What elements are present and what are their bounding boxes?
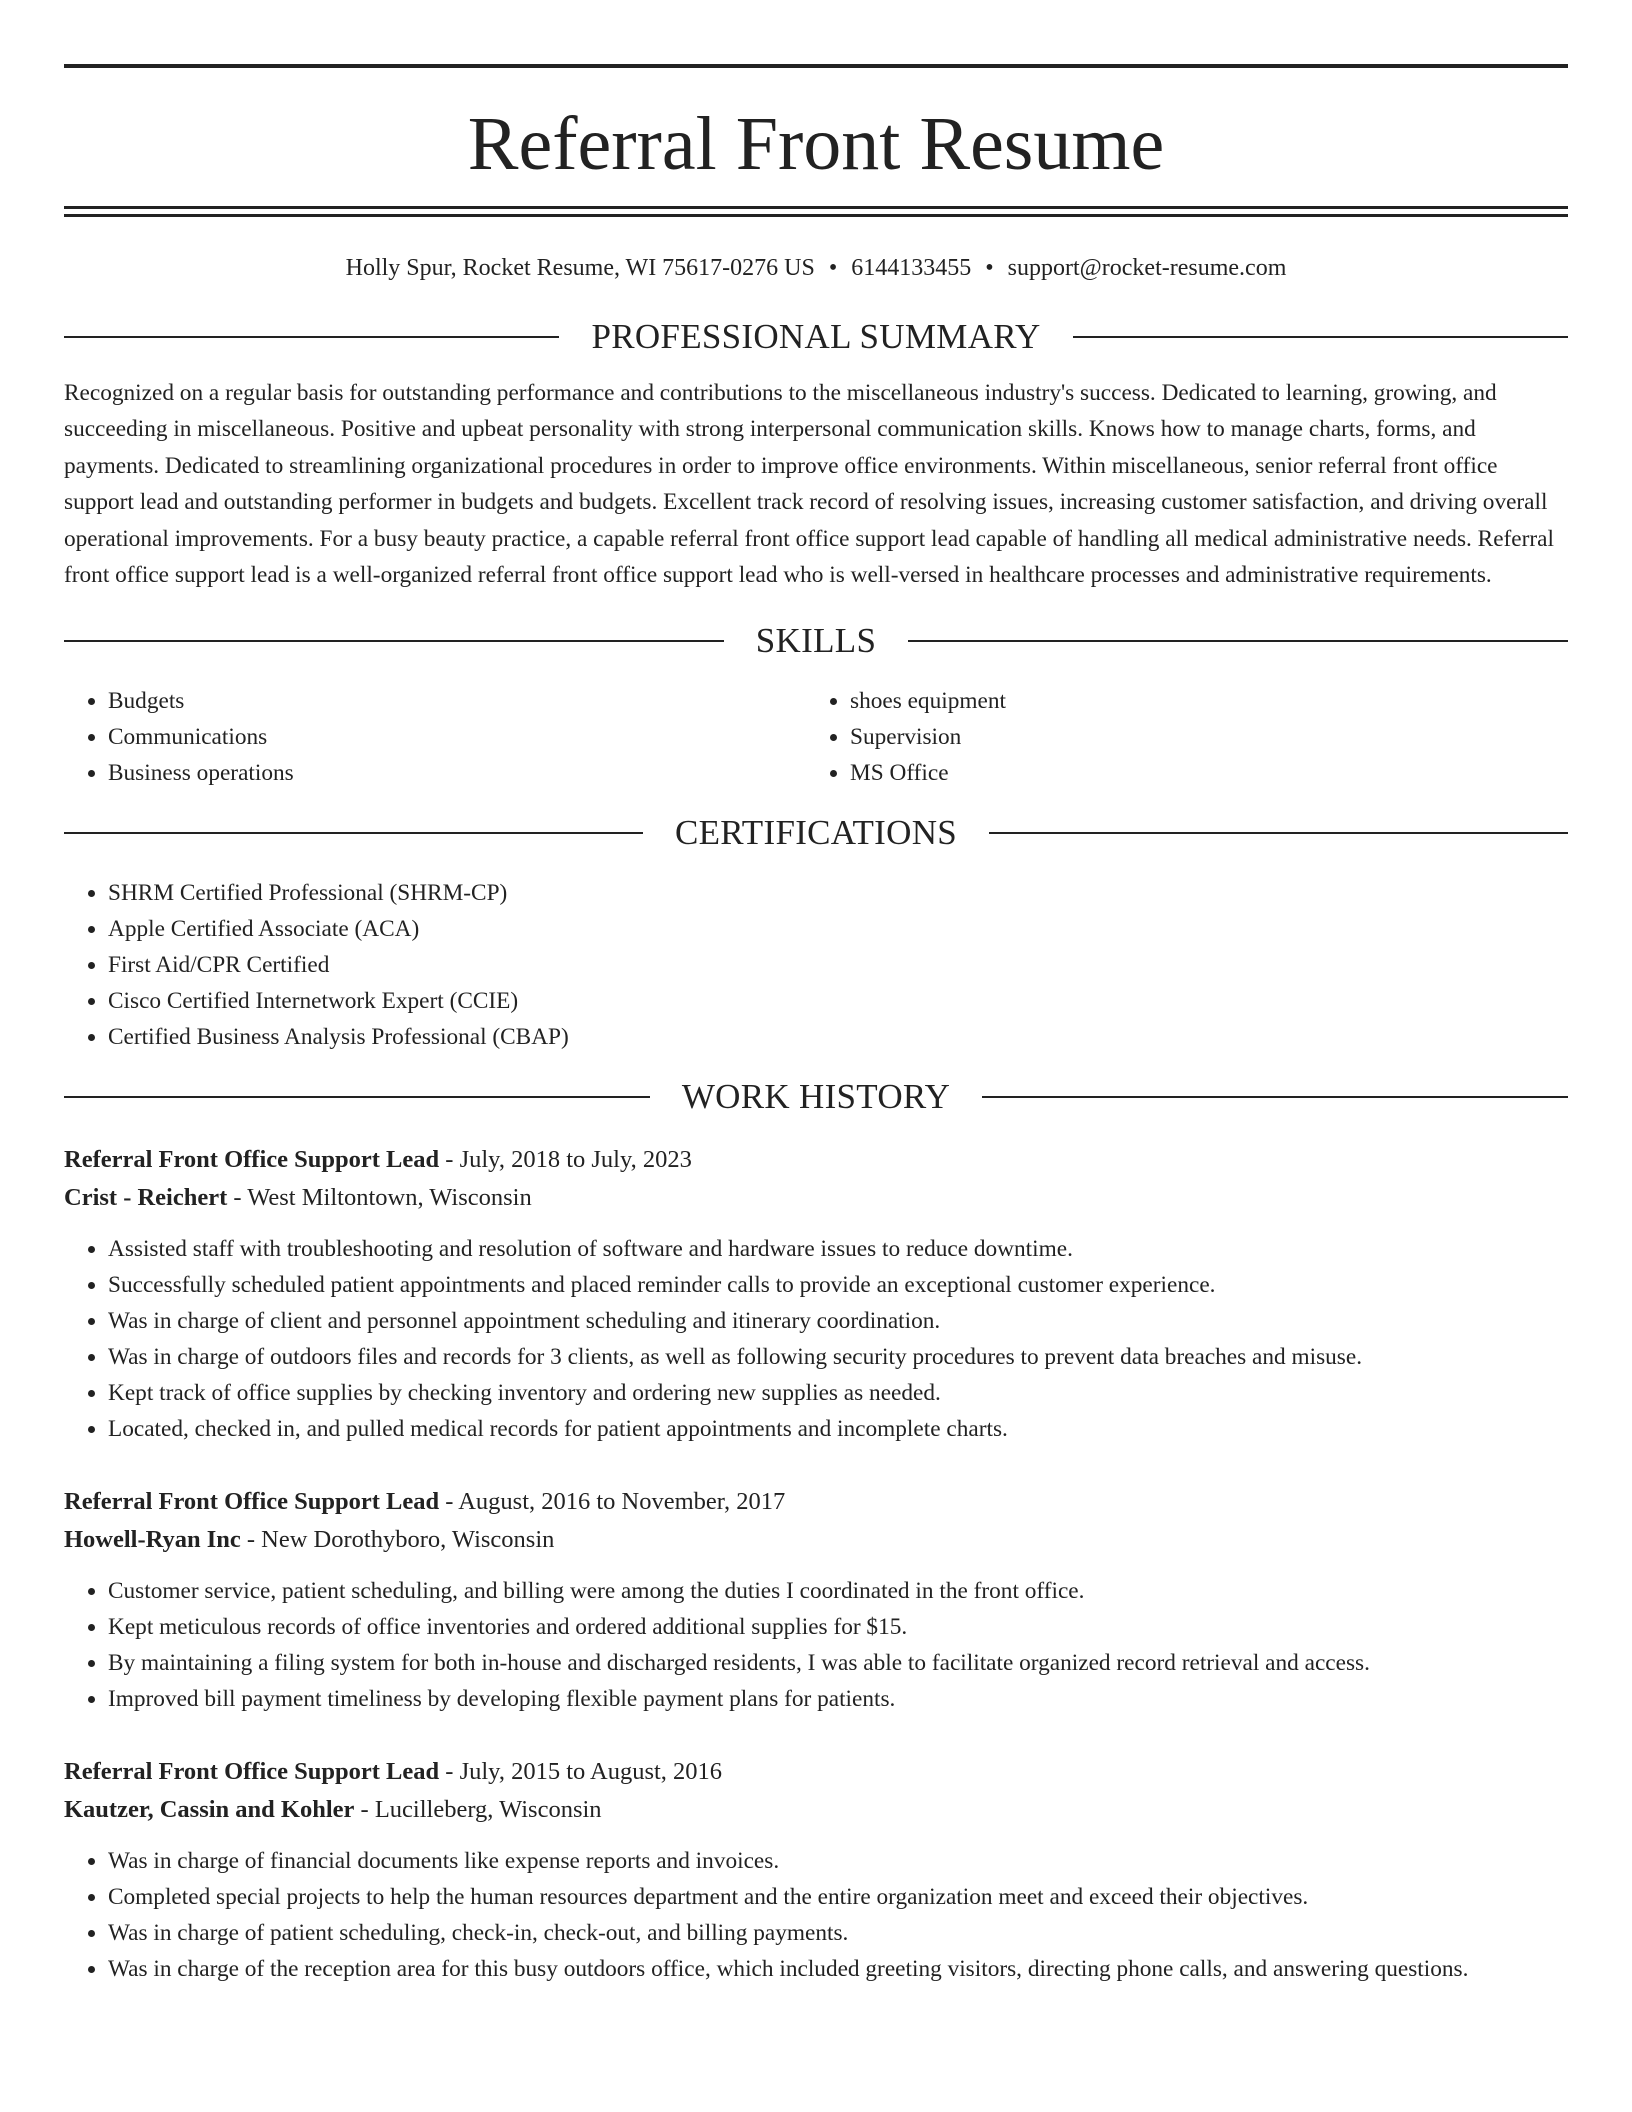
job-bullets xyxy=(64,1573,1568,1717)
divider xyxy=(64,1096,650,1098)
job-location: - New Dorothyboro, Wisconsin xyxy=(240,1526,555,1554)
contact-email[interactable]: support@rocket-resume.com xyxy=(1007,255,1287,281)
top-rule xyxy=(64,64,1568,68)
section-title: CERTIFICATIONS xyxy=(674,813,958,853)
divider xyxy=(64,336,559,338)
divider xyxy=(908,640,1568,642)
certification-item: • Cisco Certified Internetwork Expert (CCIE) xyxy=(108,983,1568,1019)
job-bullet: • Successfully scheduled patient appointments and placed reminder calls to provide an exceptional customer experience. xyxy=(108,1267,1568,1303)
job-bullet: • Improved bill payment timeliness by developing flexible payment plans for patients. xyxy=(108,1681,1568,1717)
skill-item: • Budgets xyxy=(108,683,806,719)
job-bullet: • Customer service, patient scheduling, and billing were among the duties I coordinated in the front office. xyxy=(108,1573,1568,1609)
divider xyxy=(64,640,724,642)
contact-separator: • xyxy=(828,255,838,281)
job-bullet: • Kept meticulous records of office inventories and ordered additional supplies for $15. xyxy=(108,1609,1568,1645)
certification-item: • Certified Business Analysis Professional (CBAP) xyxy=(108,1019,1568,1055)
divider xyxy=(982,1096,1568,1098)
resume-page xyxy=(64,64,1568,1987)
skill-item: • Supervision xyxy=(850,719,1548,755)
skills-heading xyxy=(64,621,1568,661)
certifications-heading xyxy=(64,813,1568,853)
job-company: Howell-Ryan Inc xyxy=(64,1526,241,1554)
contact-separator: • xyxy=(985,255,994,281)
job-company: Crist - Reichert xyxy=(64,1184,228,1212)
job-entry xyxy=(64,1483,1568,1717)
job-bullet: • Kept track of office supplies by checking inventory and ordering new supplies as needed. xyxy=(108,1375,1568,1411)
job-location: - Lucilleberg, Wisconsin xyxy=(354,1796,602,1824)
summary-text: Recognized on a regular basis for outstanding performance and contributions to the miscellaneous industry's success. Dedicated to learning, growing, and succeeding in miscellaneous. Positive and upbeat personality with strong interpersonal communication skills. Knows how to manage charts, forms, and payments. Dedicated to streamlining organizational procedures in order to improve office environments. Within miscellaneous, senior referral front office support lead and outstanding performer in budgets and budgets. Excellent track record of resolving issues, increasing customer satisfaction, and driving overall operational improvements. For a busy beauty practice, a capable referral front office support lead capable of handling all medical administrative needs. Referral front office support lead is a well-organized referral front office support lead who is well-versed in healthcare processes and administrative requirements. xyxy=(64,380,1554,589)
job-company-line xyxy=(64,1179,1568,1217)
job-bullet: • Was in charge of patient scheduling, check-in, check-out, and billing payments. xyxy=(108,1915,1568,1951)
job-bullets xyxy=(64,1231,1568,1447)
job-bullet: • Was in charge of outdoors files and records for 3 clients, as well as following security procedures to prevent data breaches and misuse. xyxy=(108,1339,1568,1375)
section-title: SKILLS xyxy=(755,621,877,661)
resume-name: Referral Front Resume xyxy=(467,102,1165,186)
job-bullet: • Was in charge of the reception area for this busy outdoors office, which included greeting visitors, directing phone calls, and answering questions. xyxy=(108,1951,1568,1987)
divider xyxy=(64,832,643,834)
job-bullet: • Located, checked in, and pulled medical records for patient appointments and incomplete charts. xyxy=(108,1411,1568,1447)
job-bullet: • By maintaining a filing system for both in-house and discharged residents, I was able to facilitate organized record retrieval and access. xyxy=(108,1645,1568,1681)
divider xyxy=(989,832,1568,834)
job-bullet: • Completed special projects to help the human resources department and the entire organization meet and exceed their objectives. xyxy=(108,1879,1568,1915)
summary-heading xyxy=(64,317,1568,357)
double-rule xyxy=(64,206,1568,217)
contact-address: Holly Spur, Rocket Resume, WI 75617-0276 US xyxy=(345,255,815,281)
certification-item: • SHRM Certified Professional (SHRM-CP) xyxy=(108,875,1568,911)
work-history-heading xyxy=(64,1077,1568,1117)
job-title: Referral Front Office Support Lead xyxy=(64,1146,440,1174)
skills-list xyxy=(64,683,1568,791)
divider xyxy=(1073,336,1568,338)
job-bullets xyxy=(64,1843,1568,1987)
section-title: WORK HISTORY xyxy=(681,1077,951,1117)
contact-line xyxy=(64,253,1568,283)
contact-phone[interactable]: 6144133455 xyxy=(851,255,972,281)
skill-item: • shoes equipment xyxy=(850,683,1548,719)
job-entry xyxy=(64,1141,1568,1447)
job-title-line xyxy=(64,1483,1568,1521)
job-bullet: • Was in charge of client and personnel appointment scheduling and itinerary coordination. xyxy=(108,1303,1568,1339)
job-company: Kautzer, Cassin and Kohler xyxy=(64,1796,355,1824)
job-title: Referral Front Office Support Lead xyxy=(64,1758,440,1786)
skill-item: • MS Office xyxy=(850,755,1548,791)
skills-column-left xyxy=(64,683,806,791)
job-company-line xyxy=(64,1521,1568,1559)
job-location: - West Miltontown, Wisconsin xyxy=(227,1184,532,1212)
certifications-list xyxy=(64,875,1568,1055)
job-company-line xyxy=(64,1791,1568,1829)
job-entry xyxy=(64,1753,1568,1987)
job-dates: - August, 2016 to November, 2017 xyxy=(439,1488,786,1516)
job-title-line xyxy=(64,1753,1568,1791)
certification-item: • Apple Certified Associate (ACA) xyxy=(108,911,1568,947)
job-dates: - July, 2018 to July, 2023 xyxy=(439,1146,692,1174)
job-title-line xyxy=(64,1141,1568,1179)
certification-item: • First Aid/CPR Certified xyxy=(108,947,1568,983)
skills-column-right xyxy=(806,683,1548,791)
section-title: PROFESSIONAL SUMMARY xyxy=(591,317,1041,356)
skill-item: • Communications xyxy=(108,719,806,755)
job-bullet: • Was in charge of financial documents like expense reports and invoices. xyxy=(108,1843,1568,1879)
skill-item: • Business operations xyxy=(108,755,806,791)
job-title: Referral Front Office Support Lead xyxy=(64,1488,440,1516)
job-bullet: • Assisted staff with troubleshooting and resolution of software and hardware issues to reduce downtime. xyxy=(108,1231,1568,1267)
job-dates: - July, 2015 to August, 2016 xyxy=(439,1758,723,1786)
